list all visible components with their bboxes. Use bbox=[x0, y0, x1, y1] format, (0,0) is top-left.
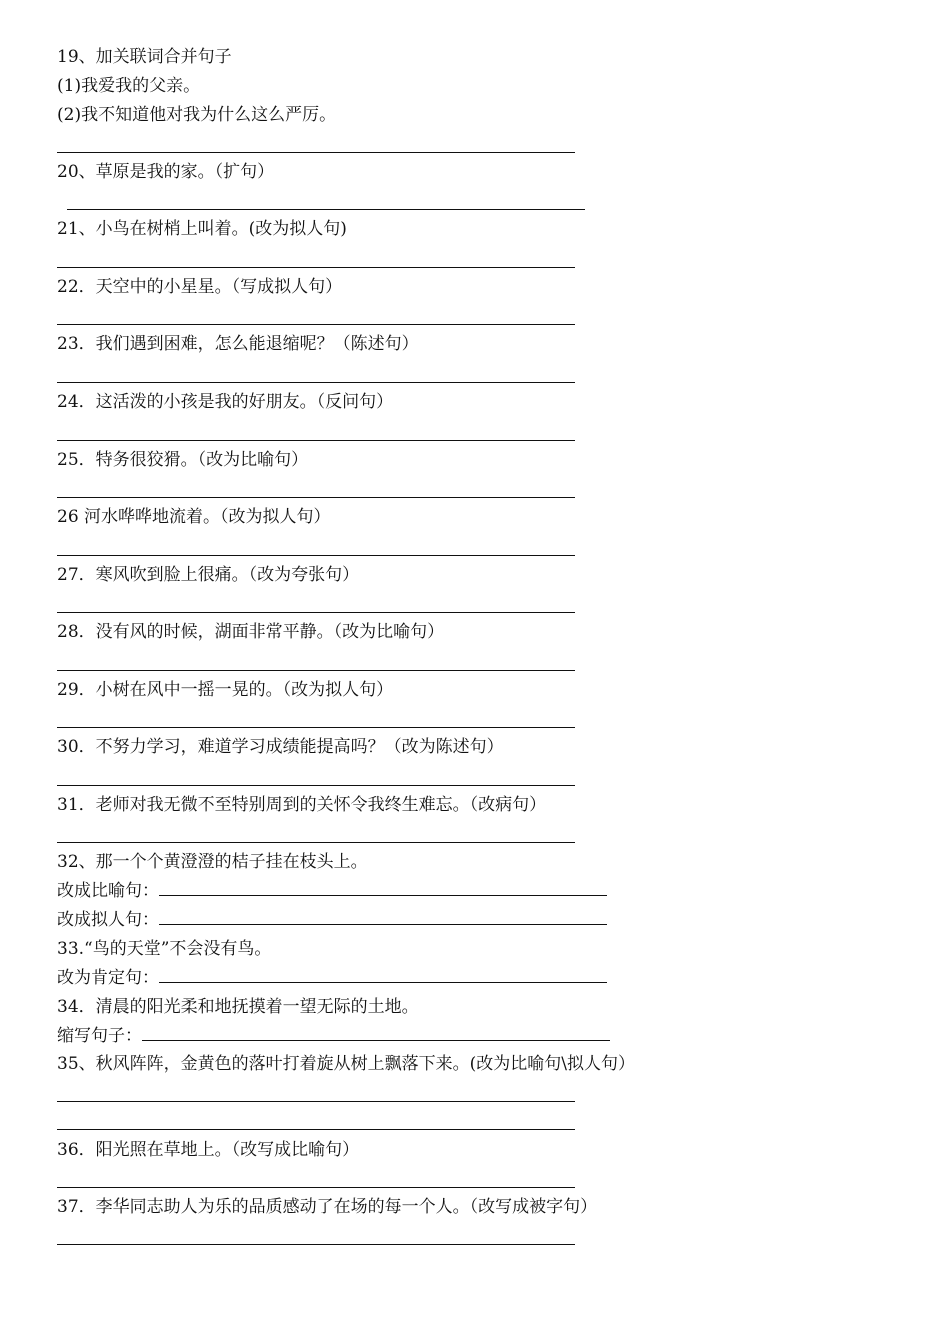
question-28: 28．没有风的时候，湖面非常平静。（改为比喻句） bbox=[57, 622, 445, 642]
answer-line-32-simile[interactable] bbox=[159, 881, 607, 896]
answer-line-19[interactable] bbox=[57, 152, 575, 153]
question-31: 31．老师对我无微不至特别周到的关怀令我终生难忘。（改病句） bbox=[57, 795, 547, 815]
question-21: 21、小鸟在树梢上叫着。(改为拟人句) bbox=[57, 219, 347, 239]
answer-line-29[interactable] bbox=[57, 727, 575, 728]
question-33: 33.“鸟的天堂”不会没有鸟。 bbox=[57, 939, 272, 959]
question-33-affirmative-row bbox=[57, 968, 607, 988]
answer-line-33[interactable] bbox=[159, 968, 607, 983]
question-19: 19、加关联词合并句子 bbox=[57, 47, 232, 67]
question-22: 22．天空中的小星星。（写成拟人句） bbox=[57, 277, 343, 297]
question-32-simile-row bbox=[57, 881, 607, 901]
answer-line-31[interactable] bbox=[57, 842, 575, 843]
answer-line-26[interactable] bbox=[57, 555, 575, 556]
answer-line-20[interactable] bbox=[67, 209, 585, 210]
question-23: 23．我们遇到困难，怎么能退缩呢？（陈述句） bbox=[57, 334, 419, 354]
question-19-sentence-1: (1)我爱我的父亲。 bbox=[57, 76, 201, 96]
question-33-affirmative-label: 改为肯定句： bbox=[57, 968, 159, 988]
answer-line-24[interactable] bbox=[57, 440, 575, 441]
question-32-personification-label: 改成拟人句： bbox=[57, 910, 159, 930]
question-26: 26 河水哗哗地流着。（改为拟人句） bbox=[57, 507, 331, 527]
question-32-simile-label: 改成比喻句： bbox=[57, 881, 159, 901]
question-37: 37．李华同志助人为乐的品质感动了在场的每一个人。（改写成被字句） bbox=[57, 1197, 598, 1217]
question-34-shorten-label: 缩写句子： bbox=[57, 1026, 142, 1046]
answer-line-28[interactable] bbox=[57, 670, 575, 671]
question-24: 24．这活泼的小孩是我的好朋友。（反问句） bbox=[57, 392, 394, 412]
question-30: 30．不努力学习，难道学习成绩能提高吗？（改为陈述句） bbox=[57, 737, 504, 757]
answer-line-37[interactable] bbox=[57, 1244, 575, 1245]
question-25: 25．特务很狡猾。（改为比喻句） bbox=[57, 450, 309, 470]
answer-line-22[interactable] bbox=[57, 324, 575, 325]
answer-line-27[interactable] bbox=[57, 612, 575, 613]
answer-line-25[interactable] bbox=[57, 497, 575, 498]
question-35: 35、秋风阵阵，金黄色的落叶打着旋从树上飘落下来。(改为比喻句\拟人句） bbox=[57, 1054, 635, 1074]
answer-line-32-personification[interactable] bbox=[159, 910, 607, 925]
question-32: 32、那一个个黄澄澄的桔子挂在枝头上。 bbox=[57, 852, 368, 872]
question-29: 29．小树在风中一摇一晃的。（改为拟人句） bbox=[57, 680, 394, 700]
question-32-personification-row bbox=[57, 910, 607, 930]
question-19-sentence-2: (2)我不知道他对我为什么这么严厉。 bbox=[57, 105, 337, 125]
question-20: 20、草原是我的家。（扩句） bbox=[57, 162, 275, 182]
question-36: 36．阳光照在草地上。（改写成比喻句） bbox=[57, 1140, 360, 1160]
answer-line-21[interactable] bbox=[57, 267, 575, 268]
answer-line-36[interactable] bbox=[57, 1187, 575, 1188]
answer-line-35-a[interactable] bbox=[57, 1101, 575, 1102]
answer-line-30[interactable] bbox=[57, 785, 575, 786]
answer-line-34[interactable] bbox=[142, 1026, 610, 1041]
question-27: 27．寒风吹到脸上很痛。（改为夸张句） bbox=[57, 565, 360, 585]
answer-line-35-b[interactable] bbox=[57, 1129, 575, 1130]
question-34-shorten-row bbox=[57, 1026, 610, 1046]
question-34: 34．清晨的阳光柔和地抚摸着一望无际的土地。 bbox=[57, 997, 419, 1017]
answer-line-23[interactable] bbox=[57, 382, 575, 383]
